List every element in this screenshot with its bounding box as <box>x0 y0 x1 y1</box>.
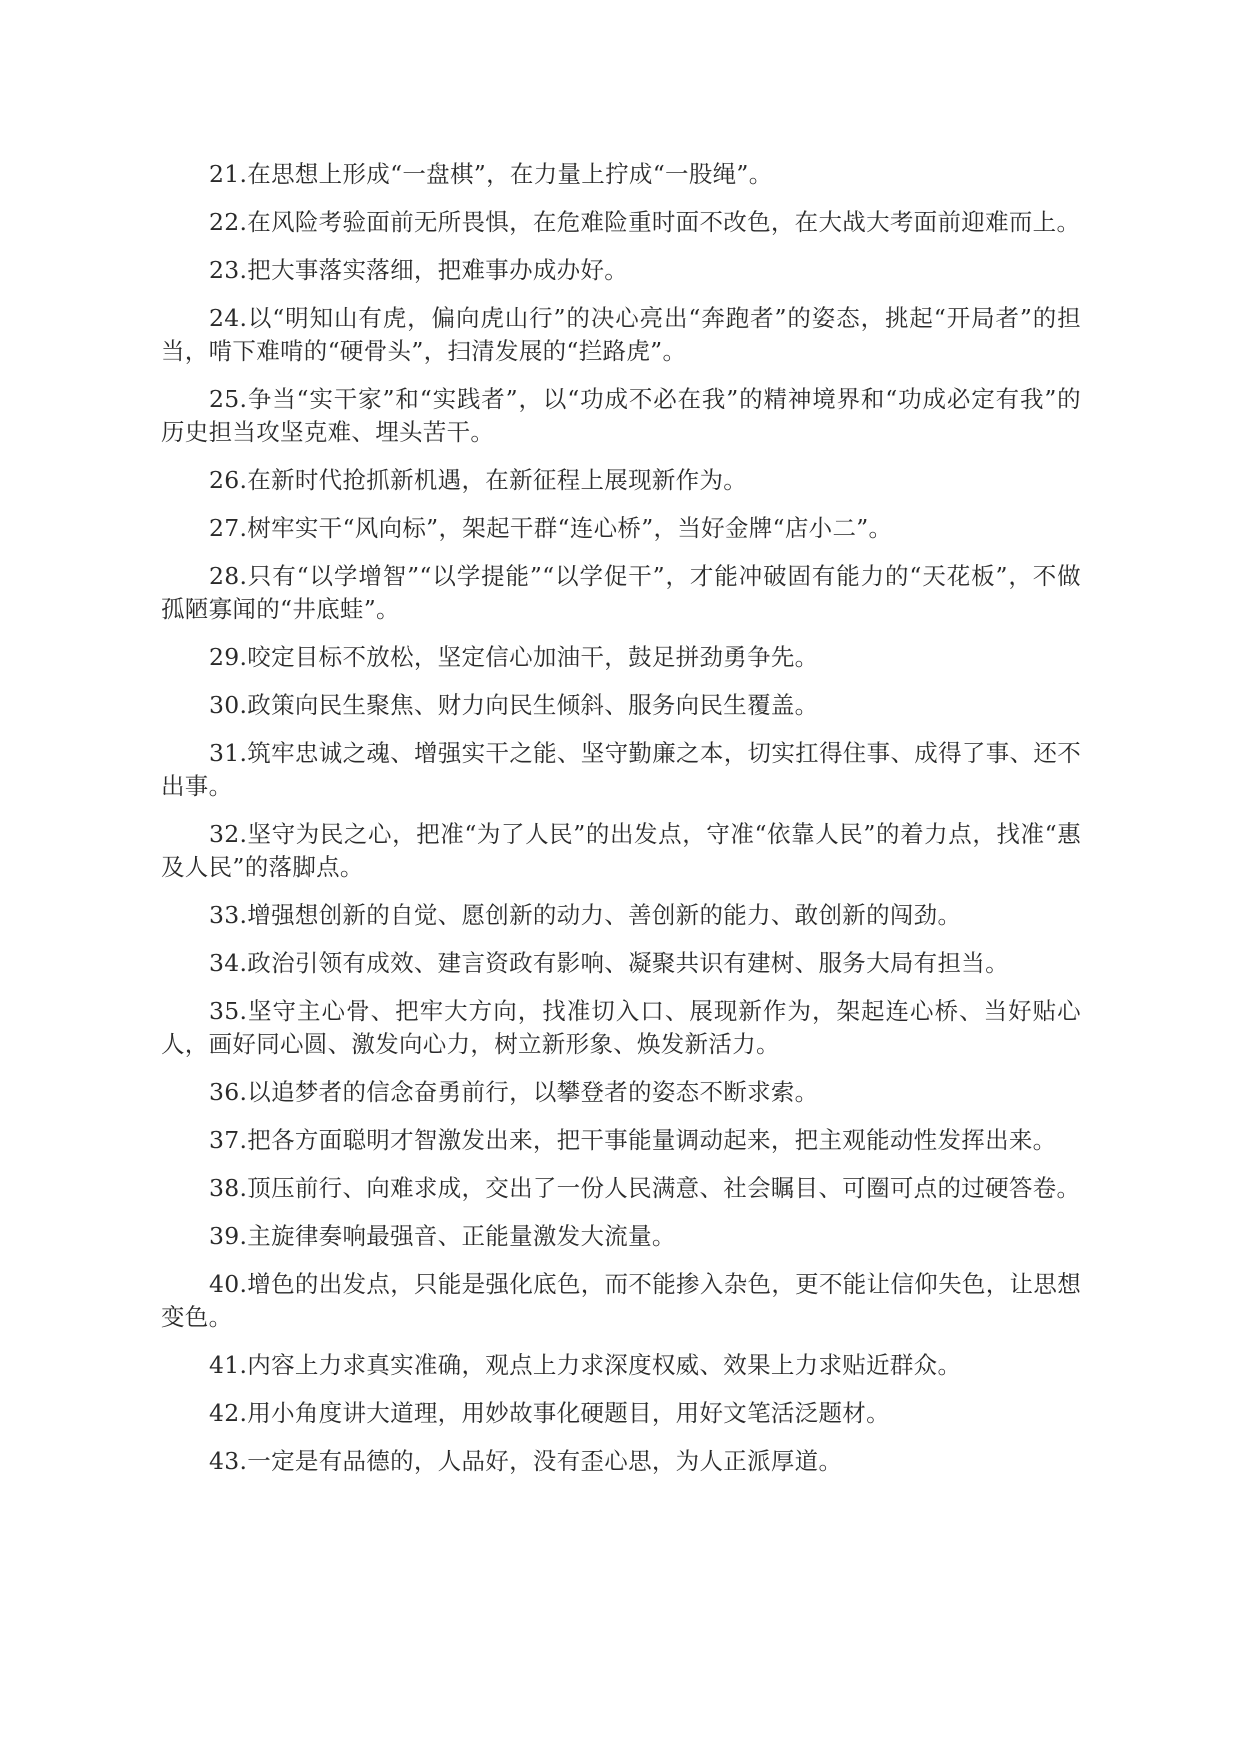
list-item: 39.主旋律奏响最强音、正能量激发大流量。 <box>209 1222 676 1250</box>
list-item: 27.树牢实干“风向标”，架起干群“连心桥”，当好金牌“店小二”。 <box>209 514 893 542</box>
list-item: 22.在风险考验面前无所畏惧，在危难险重时面不改色，在大战大考面前迎难而上。 <box>209 208 1081 236</box>
document-body <box>161 158 1081 1493</box>
list-item: 41.内容上力求真实准确，观点上力求深度权威、效果上力求贴近群众。 <box>209 1351 962 1379</box>
list-item: 33.增强想创新的自觉、愿创新的动力、善创新的能力、敢创新的闯劲。 <box>209 901 962 929</box>
list-item: 21.在思想上形成“一盘棋”，在力量上拧成“一股绳”。 <box>209 160 773 188</box>
list-item: 25.争当“实干家”和“实践者”，以“功成不必在我”的精神境界和“功成必定有我”的历史担当攻坚克难、埋头苦干。 <box>161 385 1081 446</box>
list-item: 31.筑牢忠诚之魂、增强实干之能、坚守勤廉之本，切实扛得住事、成得了事、还不出事。 <box>161 739 1081 800</box>
list-item: 26.在新时代抢抓新机遇，在新征程上展现新作为。 <box>209 466 748 494</box>
list-item: 24.以“明知山有虎，偏向虎山行”的决心亮出“奔跑者”的姿态，挑起“开局者”的担当，啃下难啃的“硬骨头”，扫清发展的“拦路虎”。 <box>161 304 1081 365</box>
list-item: 29.咬定目标不放松，坚定信心加油干，鼓足拼劲勇争先。 <box>209 643 819 671</box>
list-item: 30.政策向民生聚焦、财力向民生倾斜、服务向民生覆盖。 <box>209 691 819 719</box>
list-item: 40.增色的出发点，只能是强化底色，而不能掺入杂色，更不能让信仰失色，让思想变色。 <box>161 1270 1081 1331</box>
list-item: 34.政治引领有成效、建言资政有影响、凝聚共识有建树、服务大局有担当。 <box>209 949 1009 977</box>
list-item: 36.以追梦者的信念奋勇前行，以攀登者的姿态不断求索。 <box>209 1078 819 1106</box>
list-item: 23.把大事落实落细，把难事办成办好。 <box>209 256 629 284</box>
list-item: 38.顶压前行、向难求成，交出了一份人民满意、社会瞩目、可圈可点的过硬答卷。 <box>209 1174 1081 1202</box>
list-item: 42.用小角度讲大道理，用妙故事化硬题目，用好文笔活泛题材。 <box>209 1399 890 1427</box>
list-item: 37.把各方面聪明才智激发出来，把干事能量调动起来，把主观能动性发挥出来。 <box>209 1126 1057 1154</box>
list-item: 32.坚守为民之心，把准“为了人民”的出发点，守准“依靠人民”的着力点，找准“惠及人民”的落脚点。 <box>161 820 1081 881</box>
list-item: 28.只有“以学增智”“以学提能”“以学促干”，才能冲破固有能力的“天花板”，不做孤陋寡闻的“井底蛙”。 <box>161 562 1081 623</box>
list-item: 35.坚守主心骨、把牢大方向，找准切入口、展现新作为，架起连心桥、当好贴心人，画好同心圆、激发向心力，树立新形象、焕发新活力。 <box>161 997 1081 1058</box>
list-item: 43.一定是有品德的，人品好，没有歪心思，为人正派厚道。 <box>209 1447 843 1475</box>
